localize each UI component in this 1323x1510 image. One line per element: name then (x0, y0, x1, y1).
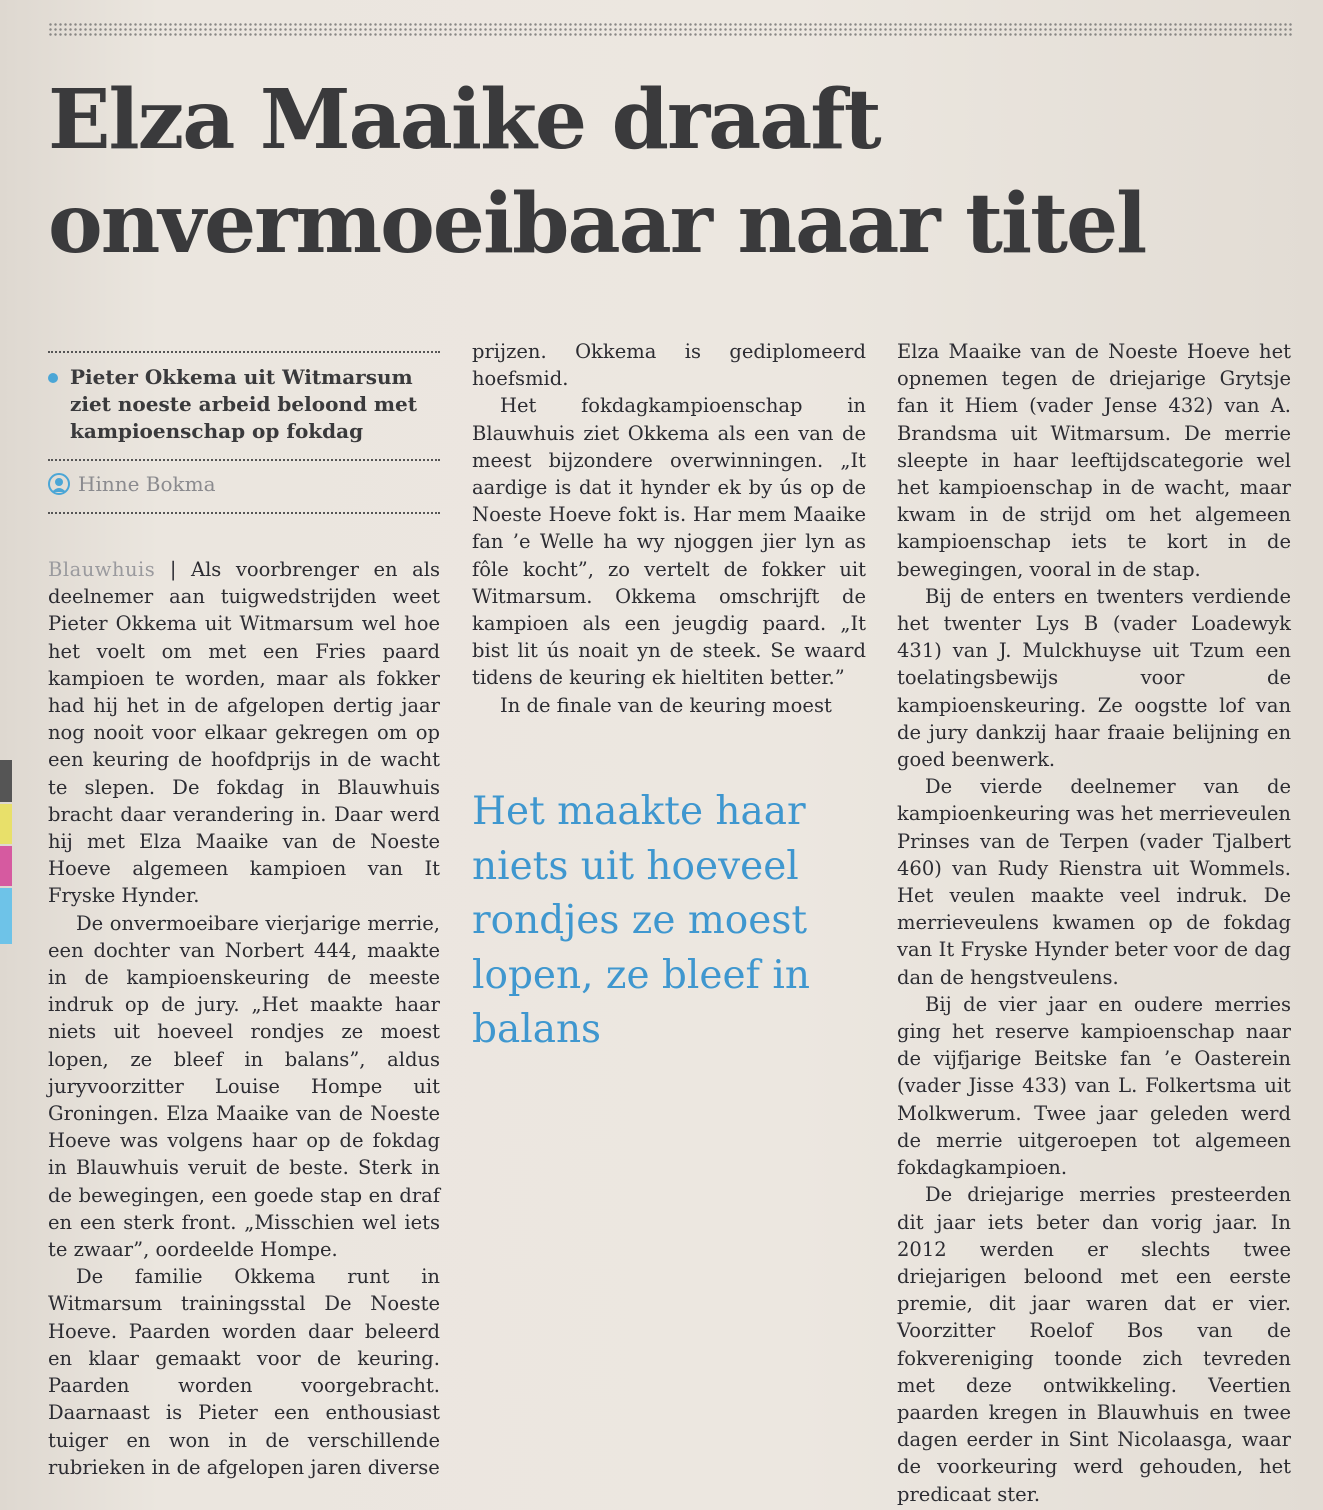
edge-strip-cyan (0, 888, 12, 944)
author-name: Hinne Bokma (78, 472, 216, 496)
edge-strip-grey (0, 760, 12, 802)
bullet-icon (48, 373, 58, 383)
column-3 (897, 338, 1291, 1508)
intro-rule-bottom (48, 459, 440, 461)
byline-rule (48, 512, 440, 514)
dateline: Blauwhuis (48, 558, 156, 581)
paragraph: De vierde deelnemer van de kampioenkeuring was het merrieveulen Prinses van de Terpen (vader Tjalbert 460) van Rudy Rienstra uit Wommels. Het veulen maakte veel indruk. De merrieveulens kwamen op de fokdag van It Fryske Hynder beter voor de dag dan de hengstveulens. (897, 775, 1291, 989)
pull-quote: Het maakte haar niets uit hoeveel rondjes ze moest lopen, ze bleef in balans (472, 789, 810, 1052)
column-1 (48, 556, 440, 1481)
headline-line-1: Elza Maaike draaft (48, 72, 880, 168)
author-icon (48, 473, 70, 495)
edge-strip-yellow (0, 804, 12, 844)
paragraph: Bij de enters en twenters verdiende het twenter Lys B (vader Loadewyk 431) van J. Mulckhuyse uit Tzum een toelatingsbewijs voor de kampioenskeuring. Ze oogstte lof van de jury dankzij haar fraaie belijning en goed beenwerk. (897, 584, 1291, 772)
paragraph: De onvermoeibare vierjarige merrie, een dochter van Norbert 444, maakte in de kampioenskeuring de meeste indruk op de jury. „Het maakte haar niets uit hoeveel rondjes ze moest lopen, ze bleef in balans”, aldus juryvoorzitter Louise Hompe uit Groningen. Elza Maaike van de Noeste Hoeve was volgens haar op de fokdag in Blauwhuis veruit de beste. Sterk in de bewegingen, een goede stap en draf en een sterk front. „Misschien wel iets te zwaar”, oordeelde Hompe. (48, 911, 440, 1262)
intro-block (48, 364, 440, 445)
intro-rule-top (48, 351, 440, 353)
column-2 (472, 338, 866, 719)
paragraph: Het fokdagkampioenschap in Blauwhuis ziet Okkema als een van de meest bijzondere overwinningen. „It aardige is dat it hynder ek by ús op de Noeste Hoeve fokt is. Har mem Maaike fan ’e Welle ha wy njoggen jier lyn as fôle kocht”, zo vertelt de fokker uit Witmarsum. Okkema omschrijft de kampioen als een jeugdig paard. „It bist lit ús noait yn de steek. Se waard tidens de keuring ek hieltiten better.” (472, 394, 866, 690)
article-headline (48, 68, 1308, 276)
intro-text: Pieter Okkema uit Witmarsum ziet noeste arbeid beloond met kampioenschap op fokdag (70, 365, 418, 443)
paragraph: De driejarige merries presteerden dit jaar iets beter dan vorig jaar. In 2012 werden er slechts twee driejarigen beloond met een eerste premie, dit jaar waren dat er vier. Voorzitter Roelof Bos van de fokvereniging toonde zich tevreden met deze ontwikkeling. Veertien paarden kregen in Blauwhuis en twee dagen eerder in Sint Nicolaasga, waar de voorkeuring werd gehouden, het predicaat ster. (897, 1183, 1291, 1506)
top-dotted-rule (48, 22, 1294, 38)
paragraph: Blauwhuis | Als voorbrenger en als deelnemer aan tuigwedstrijden weet Pieter Okkema uit Witmarsum wel hoe het voelt om met een Fries paard kampioen te worden, maar als fokker had hij het in de afgelopen dertig jaar nog nooit voor elkaar gekregen om op een keuring de hoofdprijs in de wacht te slepen. De fokdag in Blauwhuis bracht daar verandering in. Daar werd hij met Elza Maaike van de Noeste Hoeve algemeen kampioen van It Fryske Hynder. (48, 558, 440, 908)
paragraph: Elza Maaike van de Noeste Hoeve het opnemen tegen de driejarige Grytsje fan it Hiem (vader Jense 432) van A. Brandsma uit Witmarsum. De merrie sleepte in haar leeftijdscategorie wel het kampioenschap in de wacht, maar kwam in de strijd om het algemeen kampioenschap iets te kort in de bewegingen, vooral in de stap. (897, 340, 1291, 581)
paragraph-text: Als voorbrenger en als deelnemer aan tuigwedstrijden weet Pieter Okkema uit Witmarsum wel hoe het voelt om met een Fries paard kampioen te worden, maar als fokker had hij het in de afgelopen dertig jaar nog nooit voor elkaar gekregen om op een keuring de hoofdprijs in de wacht te slepen. De fokdag in Blauwhuis bracht daar verandering in. Daar werd hij met Elza Maaike van de Noeste Hoeve algemeen kampioen van It Fryske Hynder. (48, 558, 440, 908)
headline-line-2: onvermoeibaar naar titel (48, 176, 1146, 272)
paragraph: Bij de vier jaar en oudere merries ging het reserve kampioenschap naar de vijfjarige Beitske fan ’e Oasterein (vader Jisse 433) van L. Folkertsma uit Molkwerum. Twee jaar geleden werd de merrie uitgeroepen tot algemeen fokdagkampioen. (897, 992, 1291, 1180)
paragraph: De familie Okkema runt in Witmarsum trainingsstal De Noeste Hoeve. Paarden worden daar beleerd en klaar gemaakt voor de keuring. Paarden worden voorgebracht. Daarnaast is Pieter een enthousiast tuiger en won in de verschillende rubrieken in de afgelopen jaren diverse (48, 1265, 440, 1479)
paragraph: In de finale van de keuring moest (500, 693, 832, 717)
byline (48, 472, 216, 496)
edge-strip-magenta (0, 846, 12, 886)
paragraph: prijzen. Okkema is gediplomeerd hoefsmid. (472, 340, 866, 391)
